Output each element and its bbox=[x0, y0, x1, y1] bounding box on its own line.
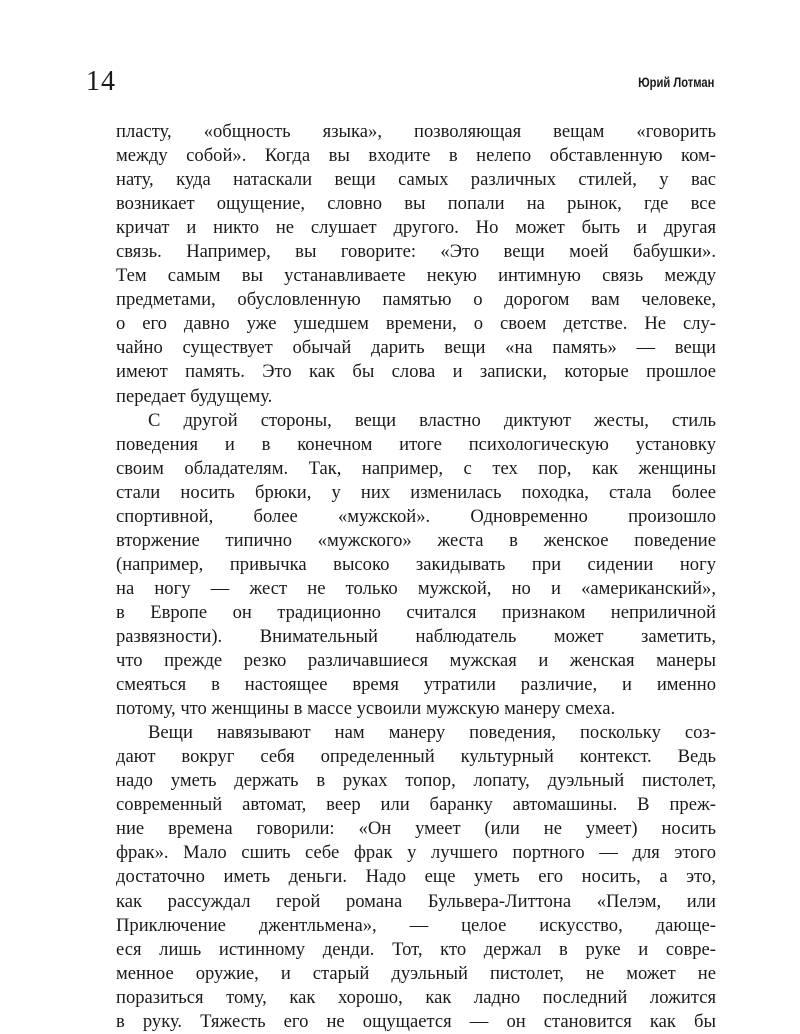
page-number: 14 bbox=[86, 66, 116, 97]
text-line: достаточно иметь деньги. Надо еще уметь его носить, а это, bbox=[116, 866, 716, 888]
text-line: смеяться в настоящее время утратили различие, и именно bbox=[116, 674, 716, 696]
text-line: своим обладателям. Так, например, с тех пор, как женщины bbox=[116, 457, 716, 479]
text-line: о его давно уже ушедшем времени, о своем детстве. Не слу- bbox=[116, 313, 716, 335]
text-line: связь. Например, вы говорите: «Это вещи моей бабушки». bbox=[116, 241, 716, 263]
text-line: нату, куда натаскали вещи самых различных стилей, у вас bbox=[116, 169, 716, 191]
text-line: ние времена говорили: «Он умеет (или не умеет) носить bbox=[116, 818, 716, 840]
text-line: на ногу — жест не только мужской, но и «американский», bbox=[116, 577, 716, 599]
text-line: вторжение типично «мужского» жеста в женское поведение bbox=[116, 529, 716, 551]
page-header bbox=[86, 62, 714, 102]
text-line: С другой стороны, вещи властно диктуют жесты, стиль bbox=[148, 409, 716, 431]
text-line: в руку. Тяжесть его не ощущается — он становится как бы bbox=[116, 1010, 716, 1032]
text-line: дают вокруг себя определенный культурный контекст. Ведь bbox=[116, 746, 716, 768]
text-line: Приключение джентльмена», — целое искусство, дающе- bbox=[116, 914, 716, 936]
text-line: развязности). Внимательный наблюдатель может заметить, bbox=[116, 625, 716, 647]
paragraph-3 bbox=[116, 721, 716, 1034]
text-line: потому, что женщины в массе усвоили мужскую манеру смеха. bbox=[116, 698, 616, 720]
text-line: Вещи навязывают нам манеру поведения, поскольку соз- bbox=[148, 722, 716, 744]
text-line: кричат и никто не слушает другого. Но может быть и другая bbox=[116, 217, 716, 239]
text-line: пласту, «общность языка», позволяющая вещам «говорить bbox=[116, 121, 716, 142]
text-line: Тем самым вы устанавливаете некую интимную связь между bbox=[116, 265, 716, 287]
text-line: поразиться тому, как хорошо, как ладно последний ложится bbox=[116, 986, 716, 1008]
running-head-author: Юрий Лотман bbox=[637, 74, 714, 90]
text-line: менное оружие, и старый дуэльный пистолет, не может не bbox=[116, 962, 716, 984]
text-line: что прежде резко различавшиеся мужская и женская манеры bbox=[116, 650, 716, 672]
text-line: возникает ощущение, словно вы попали на рынок, где все bbox=[116, 193, 716, 215]
text-line: передает будущему. bbox=[116, 385, 273, 407]
text-line: предметами, обусловленную памятью о дорогом вам человеке, bbox=[116, 289, 716, 311]
text-line: чайно существует обычай дарить вещи «на память» — вещи bbox=[116, 337, 716, 359]
text-line: еся лишь истинному денди. Тот, кто держал в руке и совре- bbox=[116, 938, 716, 960]
text-line: современный автомат, веер или баранку автомашины. В преж- bbox=[116, 794, 716, 816]
text-line: надо уметь держать в руках топор, лопату, дуэльный пистолет, bbox=[116, 770, 716, 792]
text-line: (например, привычка высоко закидывать при сидении ногу bbox=[116, 553, 716, 575]
text-line: фрак». Мало сшить себе фрак у лучшего портного — для этого bbox=[116, 842, 716, 864]
text-line: стали носить брюки, у них изменилась походка, стала более bbox=[116, 481, 716, 503]
paragraph-2 bbox=[116, 409, 716, 722]
paragraph-1 bbox=[116, 120, 716, 409]
text-line: поведения и в конечном итоге психологическую установку bbox=[116, 433, 716, 455]
text-line: как рассуждал герой романа Бульвера-Литтона «Пелэм, или bbox=[116, 890, 716, 912]
text-line: между собой». Когда вы входите в нелепо обставленную ком- bbox=[116, 145, 716, 167]
text-line: имеют память. Это как бы слова и записки, которые прошлое bbox=[116, 361, 716, 383]
body-text bbox=[116, 120, 716, 1034]
text-line: спортивной, более «мужской». Одновременно произошло bbox=[116, 505, 716, 527]
text-line: в Европе он традиционно считался признаком неприличной bbox=[116, 601, 716, 623]
